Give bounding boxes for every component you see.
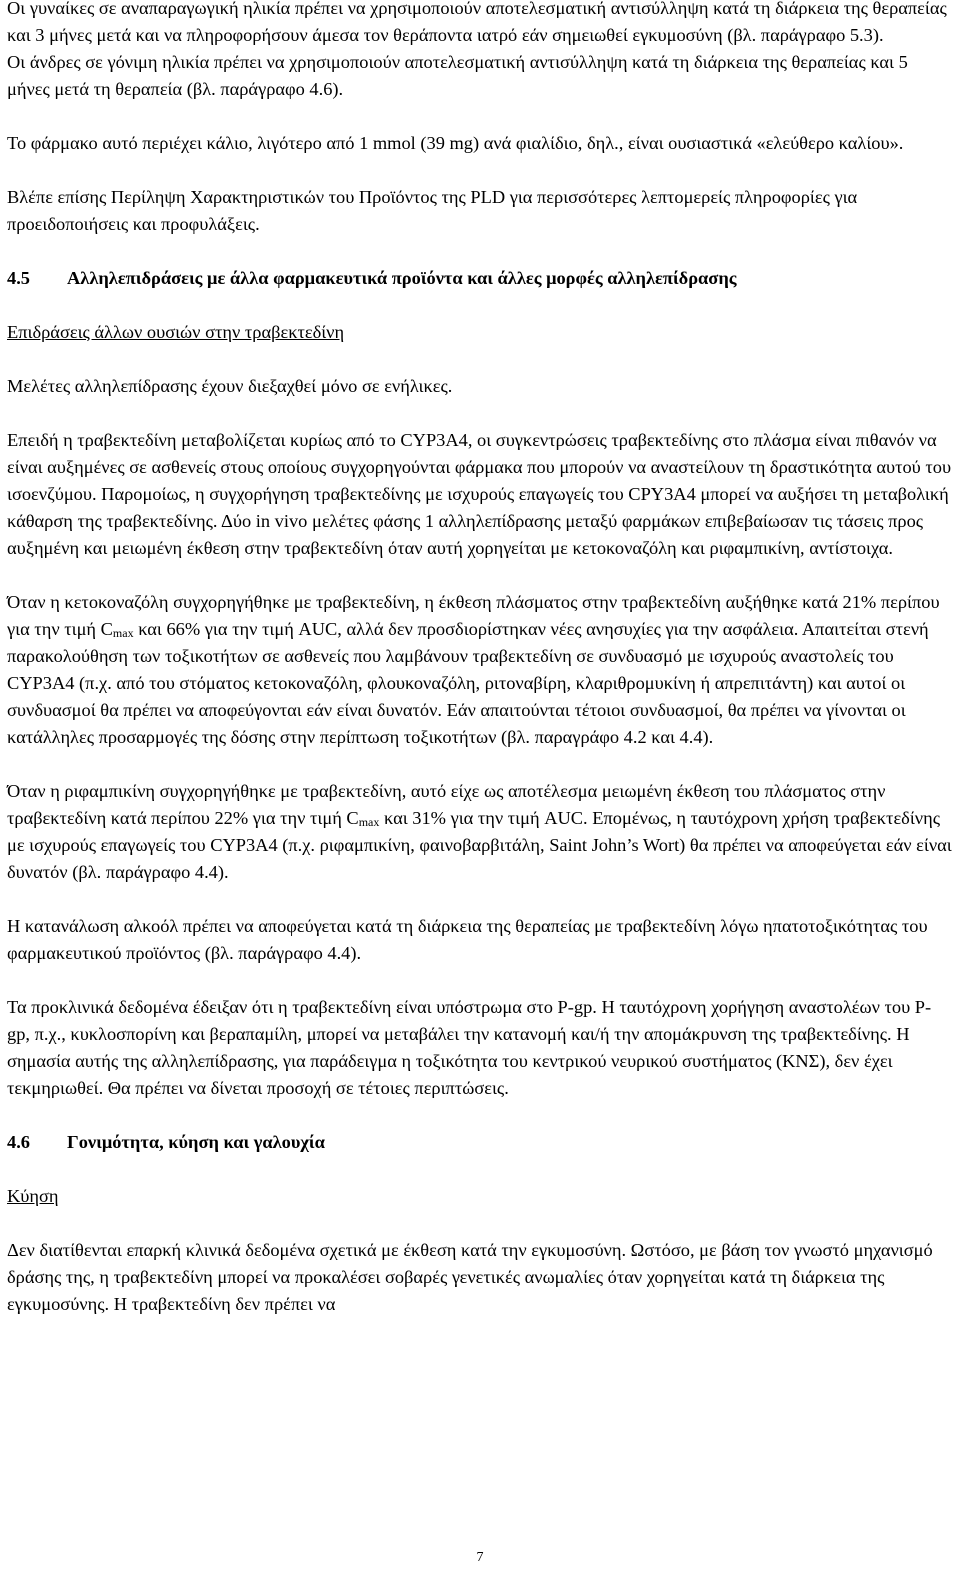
subscript-max: max	[112, 626, 134, 640]
document-page	[7, 0, 953, 1318]
paragraph-ketoconazole	[7, 589, 953, 751]
subheading-pregnancy: Κύηση	[7, 1186, 59, 1206]
text-segment: Όταν η ριφαμπικίνη συγχορηγήθηκε με τραβεκτεδίνη, αυτό είχε ως αποτέλεσμα μειωμένη έκθεση του πλάσματος στην τραβεκτεδίνη κατά περίπου 22% για την τιμή C	[7, 781, 886, 828]
paragraph-contraception-men: Οι άνδρες σε γόνιμη ηλικία πρέπει να χρησιμοποιούν αποτελεσματική αντισύλληψη κατά τη διάρκεια της θεραπείας και 5 μήνες μετά τη θεραπεία (βλ. παράγραφο 4.6).	[7, 52, 908, 99]
section-heading-4-6	[7, 1129, 953, 1156]
paragraph-adult-studies: Μελέτες αλληλεπίδρασης έχουν διεξαχθεί μόνο σε ενήλικες.	[7, 376, 453, 396]
section-number: 4.6	[7, 1132, 30, 1152]
section-title: Γονιμότητα, κύηση και γαλουχία	[67, 1132, 325, 1152]
paragraph-potassium: Το φάρμακο αυτό περιέχει κάλιο, λιγότερο από 1 mmol (39 mg) ανά φιαλίδιο, δηλ., είναι ουσιαστικά «ελεύθερο καλίου».	[7, 133, 904, 153]
paragraph-contraception-women: Οι γυναίκες σε αναπαραγωγική ηλικία πρέπει να χρησιμοποιούν αποτελεσματική αντισύλληψη κατά τη διάρκεια της θεραπείας και 3 μήνες μετά και να πληροφορήσουν άμεσα τον θεράποντα ιατρό εάν σημειωθεί εγκυμοσύνη (βλ. παράγραφο 5.3).	[7, 0, 947, 45]
section-heading-4-5	[7, 265, 953, 292]
paragraph-alcohol: Η κατανάλωση αλκοόλ πρέπει να αποφεύγεται κατά τη διάρκεια της θεραπείας με τραβεκτεδίνη λόγω ηπατοτοξικότητας του φαρμακευτικού προϊόντος (βλ. παράγραφο 4.4).	[7, 916, 928, 963]
subscript-max: max	[358, 815, 380, 829]
paragraph-pregnancy-data: Δεν διατίθενται επαρκή κλινικά δεδομένα σχετικά με έκθεση κατά την εγκυμοσύνη. Ωστόσο, με βάση τον γνωστό μηχανισμό δράσης της, η τραβεκτεδίνη μπορεί να προκαλέσει σοβαρές γενετικές ανωμαλίες όταν χορηγείται κατά τη διάρκεια της εγκυμοσύνης. Η τραβεκτεδίνη δεν πρέπει να	[7, 1240, 933, 1314]
paragraph-rifampicin	[7, 778, 953, 886]
text-segment: Όταν η κετοκοναζόλη συγχορηγήθηκε με τραβεκτεδίνη, η έκθεση πλάσματος στην τραβεκτεδίνη αυξήθηκε κατά 21% περίπου για την τιμή C	[7, 592, 940, 639]
paragraph-see-also-pld: Βλέπε επίσης Περίληψη Χαρακτηριστικών του Προϊόντος της PLD για περισσότερες λεπτομερείς πληροφορίες για προειδοποιήσεις και προφυλάξεις.	[7, 187, 858, 234]
subheading-other-substances: Επιδράσεις άλλων ουσιών στην τραβεκτεδίνη	[7, 322, 345, 342]
section-number: 4.5	[7, 268, 30, 288]
text-segment: και 66% για την τιμή AUC, αλλά δεν προσδιορίστηκαν νέες ανησυχίες για την ασφάλεια. Απαιτείται στενή παρακολούθηση των τοξικοτήτων σε ασθενείς που λαμβάνουν τραβεκτεδίνη σε συνδυασμό με ισχυρούς αναστολείς του CYP3A4 (π.χ. από του στόματος κετοκοναζόλη, φλουκοναζόλη, ριτοναβίρη, κλαριθρομυκίνη ή απρεπιτάντη) και αυτοί οι συνδυασμοί θα πρέπει να αποφεύγονται εάν είναι δυνατόν. Εάν απαιτούνται τέτοιοι συνδυασμοί, θα πρέπει να γίνονται οι κατάλληλες προσαρμογές της δόσης στην περίπτωση τοξικοτήτων (βλ. παραγράφο 4.2 και 4.4).	[7, 619, 929, 747]
section-title: Αλληλεπιδράσεις με άλλα φαρμακευτικά προϊόντα και άλλες μορφές αλληλεπίδρασης	[67, 268, 737, 288]
page-number: 7	[476, 1550, 484, 1565]
paragraph-pgp: Τα προκλινικά δεδομένα έδειξαν ότι η τραβεκτεδίνη είναι υπόστρωμα στο P-gp. Η ταυτόχρονη χορήγηση αναστολέων του P-gp, π.χ., κυκλοσπορίνη και βεραπαμίλη, μπορεί να μεταβάλει την κατανομή και/ή την απομάκρυνση της τραβεκτεδίνης. Η σημασία αυτής της αλληλεπίδρασης, για παράδειγμα η τοξικότητα του κεντρικού νευρικού συστήματος (ΚΝΣ), δεν έχει τεκμηριωθεί. Θα πρέπει να δίνεται προσοχή σε τέτοιες περιπτώσεις.	[7, 997, 932, 1098]
paragraph-cyp3a4-metabolism: Επειδή η τραβεκτεδίνη μεταβολίζεται κυρίως από το CYP3A4, οι συγκεντρώσεις τραβεκτεδίνης στο πλάσμα είναι πιθανόν να είναι αυξημένες σε ασθενείς στους οποίους συγχορηγούνται φάρμακα που μπορούν να αναστείλουν τη δραστικότητα αυτού του ισοενζύμου. Παρομοίως, η συγχορήγηση τραβεκτεδίνης με ισχυρούς επαγωγείς του CPY3A4 μπορεί να αυξήσει τη μεταβολική κάθαρση της τραβεκτεδίνης. Δύο in vivo μελέτες φάσης 1 αλληλεπίδρασης μεταξύ φαρμάκων επιβεβαίωσαν τις τάσεις προς αυξημένη και μειωμένη έκθεση στην τραβεκτεδίνη όταν αυτή χορηγείται με κετοκοναζόλη και ριφαμπικίνη, αντίστοιχα.	[7, 430, 952, 558]
text-segment: και 31% για την τιμή AUC. Επομένως, η ταυτόχρονη χρήση τραβεκτεδίνης με ισχυρούς επαγωγείς του CYP3A4 (π.χ. ριφαμπικίνη, φαινοβαρβιτάλη, Saint John’s Wort) θα πρέπει να αποφεύγεται εάν είναι δυνατόν (βλ. παράγραφο 4.4).	[7, 808, 952, 882]
